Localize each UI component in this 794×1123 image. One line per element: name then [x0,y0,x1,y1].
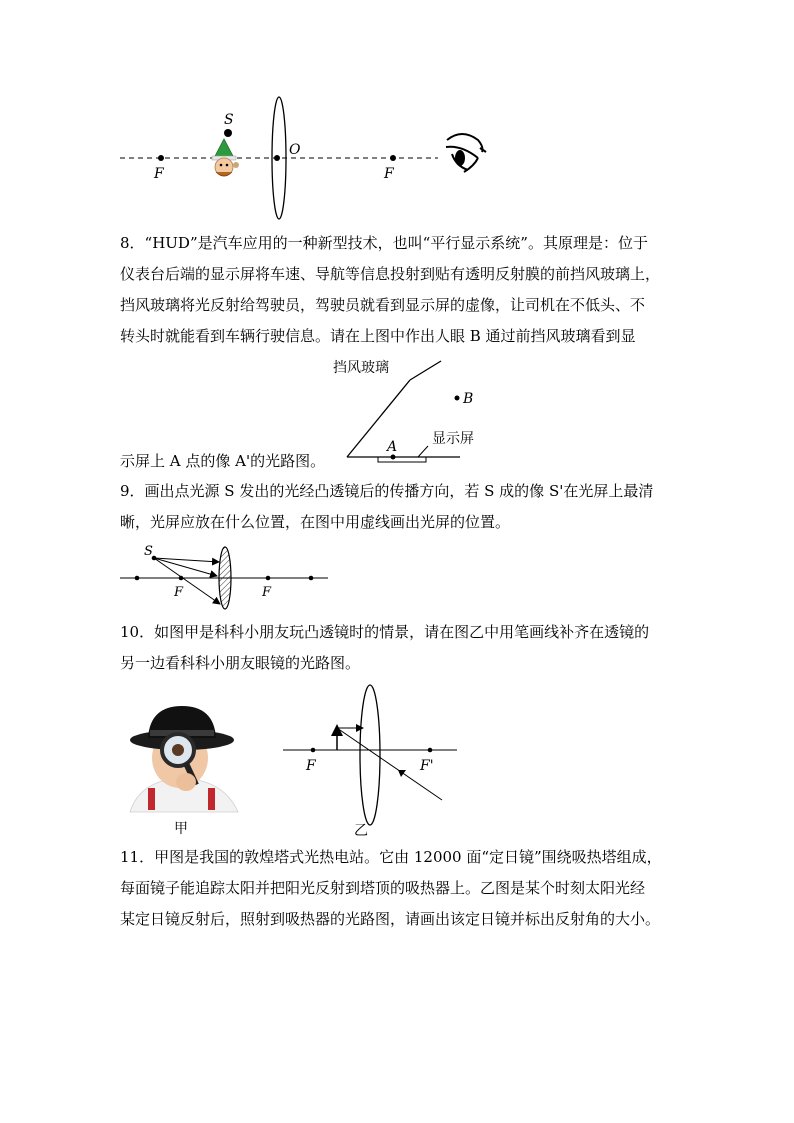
q9-lens-figure [0,540,794,620]
label-o: O [289,142,301,158]
label-f-left: F [154,166,164,182]
q8-line-2: 仪表台后端的显示屏将车速、导航等信息投射到贴有透明反射膜的前挡风玻璃上， [120,265,661,283]
windshield-top [410,361,441,380]
q9-point-2f-left [135,576,140,581]
q10-label-f: F [306,758,316,774]
q9-point-2f-right [309,576,314,581]
q10-lens-figure [0,684,794,834]
label-f-right: F [384,166,394,182]
focal-point-left [158,155,164,161]
q8-line-5: 示屏上 A 点的像 A'的光路图。 [120,452,326,470]
display-screen [378,457,426,462]
q9-line-1: 9．画出点光源 S 发出的光经凸透镜后的传播方向，若 S 成的像 S'在光屏上最清 [120,482,654,500]
q9-line-2: 晰，光屏应放在什么位置，在图中用虚线画出光屏的位置。 [120,513,511,531]
q10-focal-point-right [428,748,433,753]
q9-convex-lens [219,547,231,609]
q11-line-2: 每面镜子能追踪太阳并把阳光反射到塔顶的吸热器上。乙图是某个时刻太阳光经 [120,879,646,897]
question-11-text [120,842,680,935]
question-8-text [120,228,680,352]
q9-point-f-right [266,576,271,581]
label-s: S [224,112,234,128]
caption-yi: 乙 [354,823,368,839]
label-b: B [463,391,474,407]
q10-focal-point-left [311,748,316,753]
question-10-text [120,617,680,679]
q10-label-f-prime: F' [420,758,434,774]
q11-line-3: 某定日镜反射后，照射到吸热器的光路图，请画出该定日镜并标出反射角的大小。 [120,910,661,928]
q10-line-2: 另一边看科科小朋友眼镜的光路图。 [120,654,361,672]
q11-line-1: 11．甲图是我国的敦煌塔式光热电站。它由 12000 面“定日镜”围绕吸热塔组成， [120,848,662,866]
question-9-text [120,476,680,538]
glass-label-leader [380,378,393,402]
q9-label-f-right: F [262,585,272,600]
point-a [391,455,396,460]
q8-line-4: 转头时就能看到车辆行驶信息。请在上图中作出人眼 B 通过前挡风玻璃看到显 [120,327,636,345]
label-windshield: 挡风玻璃 [333,360,389,376]
point-source-s [224,129,232,137]
label-display-screen: 显示屏 [432,431,474,447]
gnome-icon [212,139,239,176]
windshield-glass [347,380,410,457]
q10-ray-arrowhead [398,770,406,777]
eye-icon [446,134,486,172]
q9-label-s: S [144,544,153,559]
screen-label-leader [418,446,428,457]
q9-ray-1 [154,558,219,562]
caption-jia: 甲 [174,821,188,837]
q8-line-1: 8．“HUD”是汽车应用的一种新型技术，也叫“平行显示系统”。其原理是：位于 [120,234,648,252]
q9-ray-2 [154,558,217,576]
q10-line-1: 10．如图甲是科科小朋友玩凸透镜时的情景，请在图乙中用笔画线补齐在透镜的 [120,623,650,641]
top-lens-figure [0,0,794,240]
point-b [455,396,460,401]
hud-figure [0,350,794,470]
q9-ray-3 [154,558,220,604]
q8-line-3: 挡风玻璃将光反射给驾驶员，驾驶员就看到显示屏的虚像，让司机在不低头、不 [120,296,646,314]
optical-center [274,155,280,161]
focal-point-right [390,155,396,161]
label-a: A [387,439,398,455]
q9-label-f-left: F [174,585,184,600]
